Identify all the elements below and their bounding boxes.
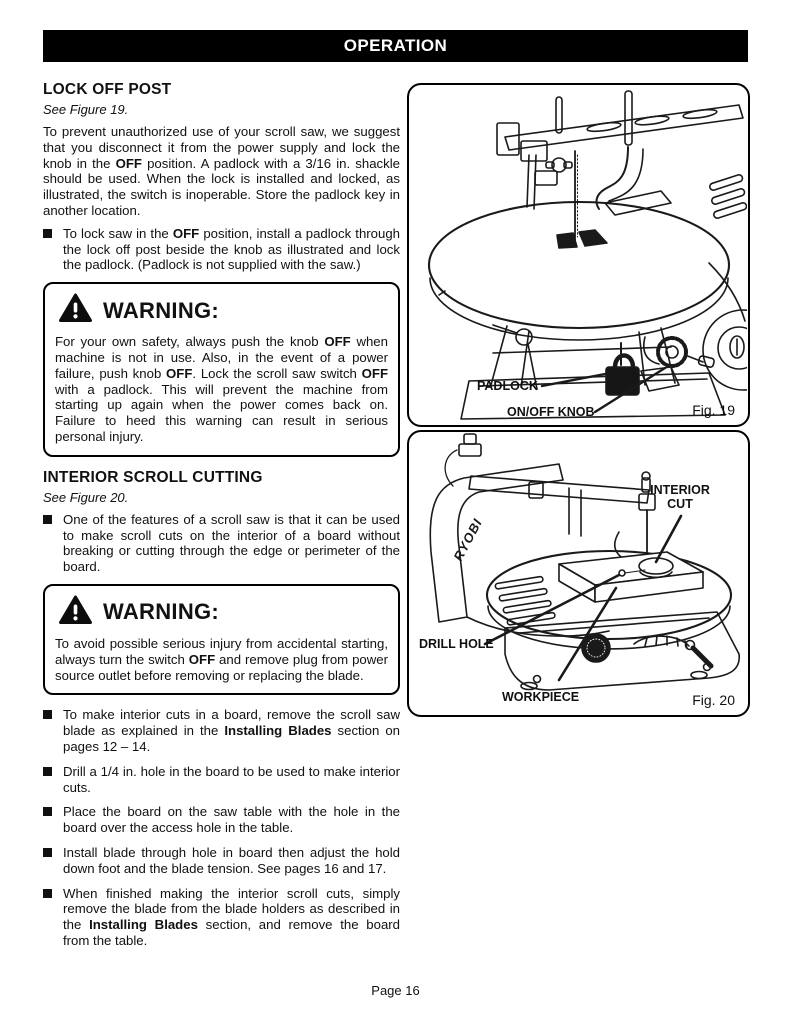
figure-20-caption: Fig. 20 xyxy=(692,692,735,708)
label-onoff-knob: ON/OFF KNOB xyxy=(507,405,595,419)
warning-body: For your own safety, always push the knob OFF when machine is not in use. Also, in the event of a power failure, push knob OFF. Lock the scroll saw switch OFF with a padlock. This will prevent the machine from starting up again when the power comes back on. Failure to heed this warning can result in serious personal injury. xyxy=(55,334,388,444)
heading-lock-off-post: LOCK OFF POST xyxy=(43,81,172,98)
warning-header xyxy=(59,595,388,630)
bullet-square-icon xyxy=(43,515,52,524)
warning-header xyxy=(59,293,388,328)
list-item xyxy=(43,512,400,575)
warning-body: To avoid possible serious injury from accidental starting, always turn the switch OFF and remove plug from power source outlet before removing or replacing the blade. xyxy=(55,635,388,683)
label-interior-cut: INTERIOR CUT xyxy=(650,483,710,511)
text-column xyxy=(43,81,400,958)
bullet-square-icon xyxy=(43,807,52,816)
warning-title: WARNING: xyxy=(103,599,220,625)
figure-20-box xyxy=(407,430,750,717)
list-item-text: Install blade through hole in board then adjust the hold down foot and the blade tension. See pages 16 and 17. xyxy=(63,844,400,876)
list-item xyxy=(43,886,400,949)
figure-19-caption: Fig. 19 xyxy=(692,402,735,418)
list-item xyxy=(43,226,400,273)
figure-reference-20: See Figure 20. xyxy=(43,489,129,505)
heading-interior-scroll-cutting: INTERIOR SCROLL CUTTING xyxy=(43,468,263,486)
list-item-text: Drill a 1/4 in. hole in the board to be used to make interior cuts. xyxy=(63,763,400,795)
ryobi-brand-text: RYOBI xyxy=(450,515,486,564)
bullet-square-icon xyxy=(43,229,52,238)
section-header-bar xyxy=(43,30,748,62)
label-padlock: PADLOCK xyxy=(477,379,538,393)
bullet-square-icon xyxy=(43,767,52,776)
bullet-square-icon xyxy=(43,848,52,857)
warning-box-1 xyxy=(43,282,400,457)
list-item xyxy=(43,707,400,754)
list-item-text: One of the features of a scroll saw is that it can be used to make scroll cuts on the interior of a board without breaking or cutting through the edge or perimeter of the board. xyxy=(63,511,400,575)
scroll-saw-illustration-fig20 xyxy=(409,432,747,714)
label-workpiece: WORKPIECE xyxy=(502,690,580,704)
figure-column xyxy=(407,83,750,717)
list-item-text: To make interior cuts in a board, remove the scroll saw blade as explained in the Installing Blades section on pages 12 – 14. xyxy=(63,707,401,754)
figure-reference-19: See Figure 19. xyxy=(43,102,129,117)
list-item-text: When finished making the interior scroll cuts, simply remove the blade from the blade holders as described in the Installing Blades section, and remove the board from the table. xyxy=(63,885,401,948)
list-item xyxy=(43,764,400,796)
list-item-text: To lock saw in the OFF position, install a padlock through the lock off post beside the knob as illustrated and lock the padlock. (Padlock is not supplied with the saw.) xyxy=(63,225,401,273)
lock-off-post-paragraph: To prevent unauthorized use of your scroll saw, we suggest that you disconnect it from the power supply and lock the knob in the OFF position. A padlock with a 3/16 in. shackle should be used. When the lock is installed and locked, as illustrated, the switch is inoperable. Store the padlock key in another location. xyxy=(43,124,401,218)
warning-triangle-icon xyxy=(59,293,92,328)
bullet-square-icon xyxy=(43,710,52,719)
figure-19-box xyxy=(407,83,750,427)
label-drill-hole: DRILL HOLE xyxy=(419,637,494,651)
list-item xyxy=(43,804,400,836)
list-item-text: Place the board on the saw table with the hole in the board over the access hole in the table. xyxy=(63,804,400,836)
warning-title: WARNING: xyxy=(103,297,220,323)
warning-triangle-icon xyxy=(59,595,92,630)
list-item xyxy=(43,845,400,877)
page-number: Page 16 xyxy=(371,983,420,998)
bullet-square-icon xyxy=(43,889,52,898)
warning-box-2 xyxy=(43,584,400,695)
scroll-saw-illustration-fig19 xyxy=(409,85,747,424)
page-title: OPERATION xyxy=(343,36,448,55)
